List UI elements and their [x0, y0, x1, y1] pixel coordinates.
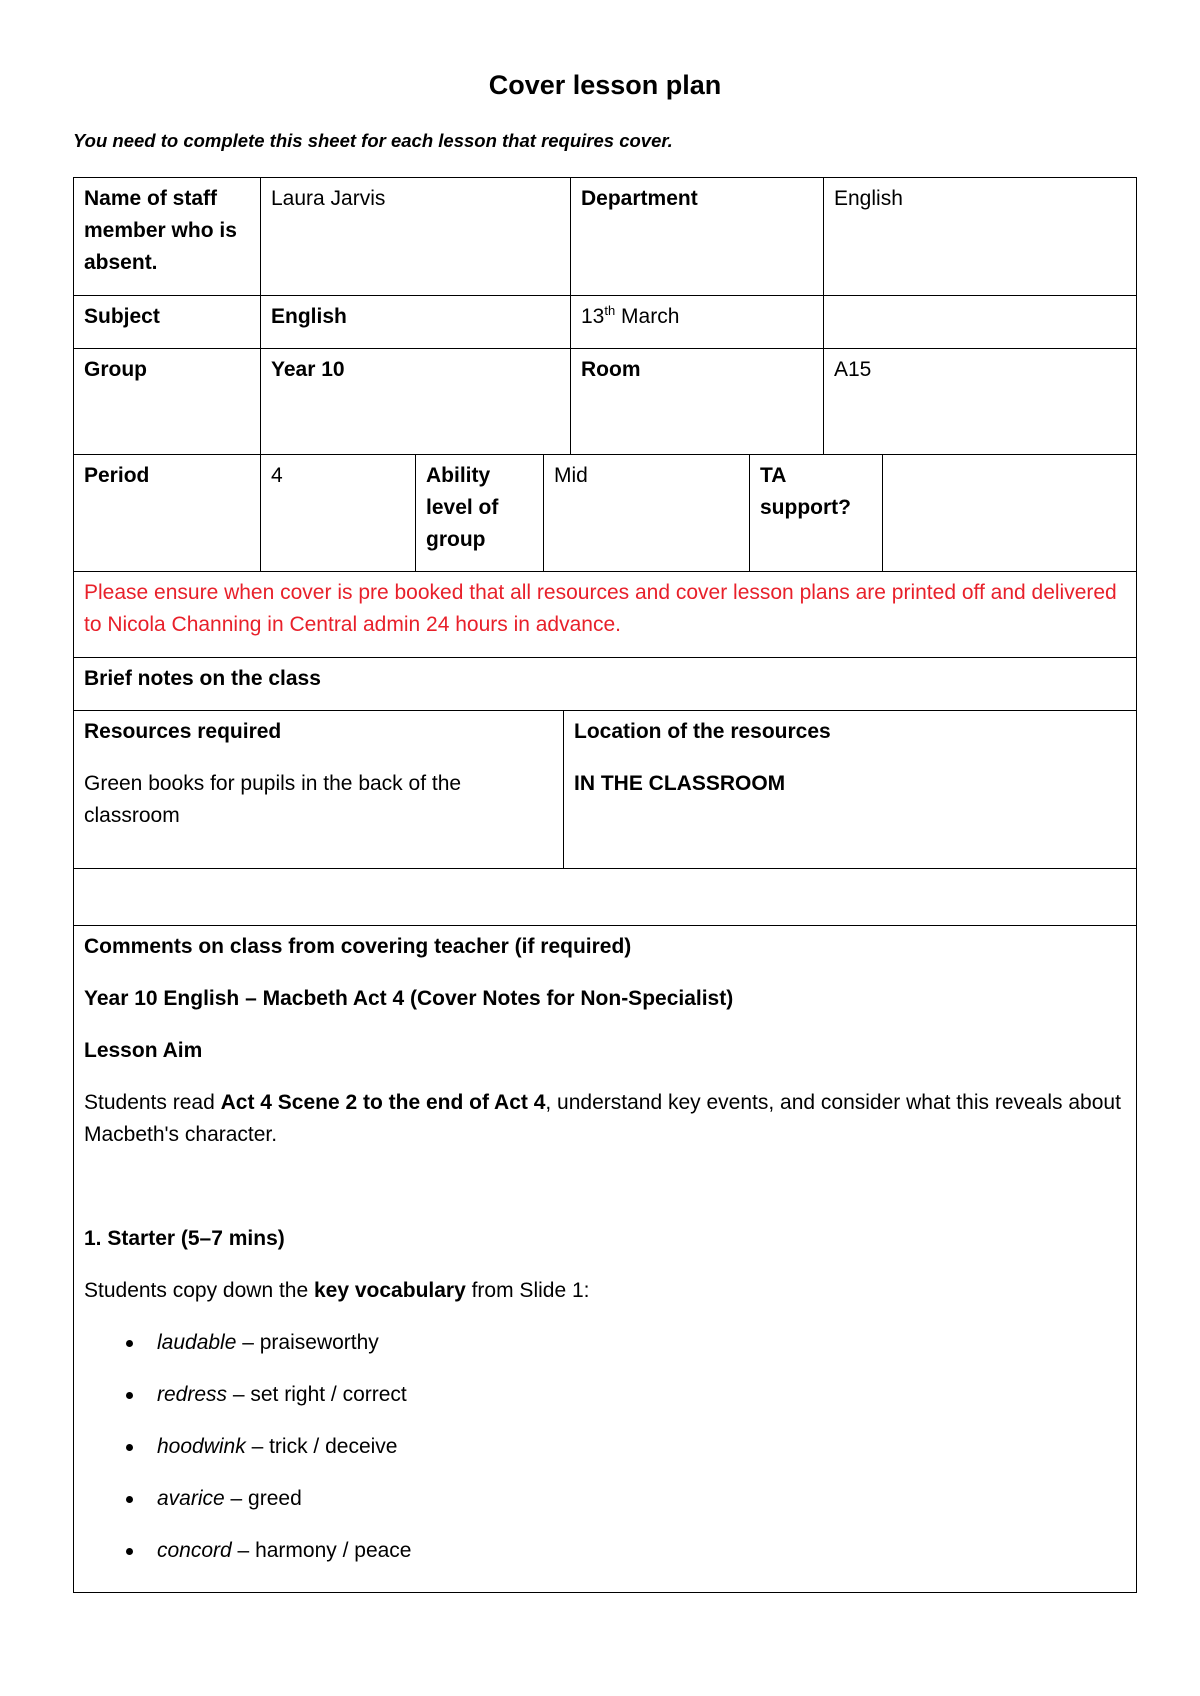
vocab-meaning: – set right / correct: [227, 1383, 407, 1406]
notice-text: Please ensure when cover is pre booked that all resources and cover lesson plans are printed off and delivered to Nicola Channing in Central admin 24 hours in advance.: [84, 581, 1117, 636]
location-value: IN THE CLASSROOM: [574, 772, 786, 795]
vocab-meaning: – greed: [224, 1487, 302, 1510]
lesson-heading: Year 10 English – Macbeth Act 4 (Cover Notes for Non-Specialist): [84, 987, 734, 1010]
group-value[interactable]: Year 10: [260, 349, 570, 454]
starter-text: [84, 1275, 1126, 1307]
starter-pre: Students copy down the: [84, 1279, 314, 1302]
ta-value[interactable]: [882, 455, 1136, 571]
resources-label: Resources required: [84, 720, 282, 743]
list-item: [84, 1327, 1126, 1359]
aim-bold: Act 4 Scene 2 to the end of Act 4: [220, 1091, 546, 1114]
vocab-term: avarice: [157, 1487, 225, 1510]
bullet-icon: [126, 1444, 133, 1451]
date-month: March: [621, 305, 680, 328]
blank-row[interactable]: [73, 869, 1137, 926]
ability-value[interactable]: Mid: [543, 455, 749, 571]
brief-notes-label: Brief notes on the class: [84, 667, 321, 690]
notice-row: [73, 572, 1137, 658]
aim-post: , understand key events, and consider what this reveals about Macbeth's character.: [84, 1091, 1121, 1146]
ta-label: TA support?: [749, 455, 882, 571]
resources-value: Green books for pupils in the back of the classroom: [84, 772, 462, 827]
bullet-icon: [126, 1392, 133, 1399]
resources-row: [73, 711, 1137, 869]
staff-row: [73, 177, 1137, 296]
ability-label: Ability level of group: [415, 455, 543, 571]
date-suffix: th: [604, 303, 616, 318]
brief-notes-row: [73, 658, 1137, 711]
period-label: Period: [84, 464, 150, 487]
period-value[interactable]: 4: [260, 455, 415, 571]
starter-bold: key vocabulary: [314, 1279, 466, 1302]
date-day: 13: [581, 305, 605, 328]
group-label: Group: [84, 358, 147, 381]
cover-form: [73, 177, 1137, 1593]
subject-label: Subject: [84, 305, 160, 328]
comments-cell[interactable]: [74, 926, 1136, 1572]
comments-label: Comments on class from covering teacher (if required): [84, 935, 632, 958]
staff-value[interactable]: Laura Jarvis: [260, 178, 570, 295]
starter-heading: 1. Starter (5–7 mins): [84, 1227, 285, 1250]
location-cell[interactable]: [563, 711, 1136, 868]
resources-cell[interactable]: [74, 711, 563, 868]
group-row: [73, 349, 1137, 455]
vocab-term: laudable: [157, 1331, 237, 1354]
vocab-meaning: – praiseworthy: [236, 1331, 379, 1354]
list-item: [84, 1535, 1126, 1567]
page-title: Cover lesson plan: [488, 70, 722, 100]
vocab-term: redress: [157, 1383, 228, 1406]
starter-post: from Slide 1:: [465, 1279, 590, 1302]
aim-pre: Students read: [84, 1091, 221, 1114]
room-label: Room: [570, 349, 823, 454]
bullet-icon: [126, 1548, 133, 1555]
department-value[interactable]: English: [823, 178, 1136, 295]
lesson-aim-text: [84, 1087, 1126, 1151]
instruction-text: You need to complete this sheet for each lesson that requires cover.: [73, 130, 673, 151]
list-item: [84, 1483, 1126, 1515]
vocab-list: [84, 1327, 1126, 1567]
period-row: [73, 455, 1137, 572]
subject-row: [73, 296, 1137, 349]
bullet-icon: [126, 1496, 133, 1503]
date-value[interactable]: [570, 296, 823, 348]
location-label: Location of the resources: [574, 720, 831, 743]
vocab-term: hoodwink: [157, 1435, 246, 1458]
room-value[interactable]: A15: [823, 349, 1136, 454]
empty-cell[interactable]: [823, 296, 1136, 348]
lesson-aim-label: Lesson Aim: [84, 1039, 203, 1062]
staff-label: Name of staff member who is absent.: [84, 187, 237, 274]
department-label: Department: [570, 178, 823, 295]
comments-row: [73, 926, 1137, 1593]
vocab-meaning: – harmony / peace: [231, 1539, 412, 1562]
bullet-icon: [126, 1340, 133, 1347]
vocab-term: concord: [157, 1539, 232, 1562]
subject-value[interactable]: English: [260, 296, 570, 348]
list-item: [84, 1431, 1126, 1463]
vocab-meaning: – trick / deceive: [245, 1435, 398, 1458]
list-item: [84, 1379, 1126, 1411]
